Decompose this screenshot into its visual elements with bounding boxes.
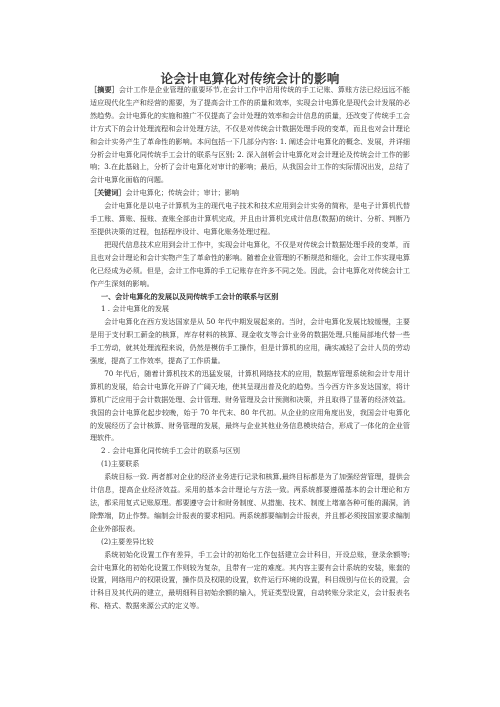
subsection-1-paragraph-2: 70 年代后，随着计算机技术的迅猛发展，计算机网络技术的应用，数据库管理系统和会计专用计算机的发展，给会计电算化开辟了广阔天地，使其呈现出普及化的趋势。当今西方许多发达国家，将计算机广泛应用于会计数据处理、会计管理、财务管理及会计预测和决策，并且取得了显著的经济效益。我国的会计电算化起步较晚，始于 70 年代末、80 年代初。从企业的应用角度出发，我国会计电算化的发展经历了会计核算、财务管理的发展，最终与企业其他业务信息模块结合，形成了一体化的企业管理软件。 bbox=[90, 368, 410, 443]
keywords-text: 会计电算化；传统会计；审计；影响 bbox=[125, 188, 239, 198]
subsection-2b-paragraph: 系统初始化设置工作有差异，手工会计的初始化工作包括建立会计科目，开设总账，登录余额等; 会计电算化的初始化设置工作则较为复杂，且带有一定的难度。其内容主要有会计系统的安装，账套的设置，网络用户的权限设置，操作员及权限的设置，软件运行环境的设置，科目级别与位长的设置，会计科目及其代码的建立，最明细科目初始余额的输入，凭证类型设置，自动转账分录定义，会计报表名称、格式、数据来源公式的定义等。 bbox=[90, 549, 410, 611]
abstract-label: ［摘要］ bbox=[90, 85, 119, 94]
paper-title: 论会计电算化对传统会计的影响 bbox=[160, 71, 340, 86]
subsection-2a-paragraph: 系统目标一致. 两者都对企业的经济业务进行记录和核算,最终目标都是为了加强经营管理，提供会计信息，提高企业经济效益。采用的基本会计理论与方法一致。两系统都要遵循基本的会计理论和方法，都采用复式记账原理。都要遵守会计和财务制度、从措施、技术、制度上堵塞各种可能的漏洞，消除弊端，防止作弊。编制会计报表的要求相同。两系统都要编制会计报表，并且都必须按国家要求编制企业外部报表。 bbox=[90, 472, 410, 533]
subsection-1-paragraph-1: 会计电算化在西方发达国家是从 50 年代中期发展起来的。当时，会计电算化发展比较缓慢，主要是用于支付职工薪金的核算，库存材料的核算、现金收支等会计业务的数据处理,只能局部地代替一些手工劳动，就其处理流程来说，仍然是模仿手工操作，但是计算机的应用，确实减轻了会计人员的劳动强度，提高了工作效率，提高了工作质量。 bbox=[90, 317, 410, 366]
abstract-text: 会计工作是企业管理的重要环节,在会计工作中沿用传统的手工记账、算账方法已经远远不能适应现代化生产和经营的需要，为了提高会计工作的质量和效率，实现会计电算化是现代会计发展的必然趋势。会计电算化的实施和推广不仅提高了会计处理的效率和会计信息的质量，还改变了传统手工会计方式下的会计处理流程和会计处理方法，不仅是对传统会计数据处理手段的变革，而且也对会计理论和会计实务产生了革命性的影响。本问包括一下几部分内容: 1. 阐述会计电算化的概念、发展，并详细分析会计电算化同传统手工会计的联系与区别; 2. 深入剖析会计电算化对会计理论及传统会计工作的影响；3.在此基础上，分析了会计电算化对审计的影响；最后，从我国会计工作的实际情况出发，总结了会计电算化面临的问题。 bbox=[90, 85, 410, 185]
section-1-heading: 一、会计电算化的发展以及同传统手工会计的联系与区别 bbox=[101, 291, 279, 301]
keywords bbox=[90, 187, 410, 200]
intro-paragraph-2: 把现代信息技术应用到会计工作中，实现会计电算化，不仅是对传统会计数据处理手段的变革，而且也对会计理论和会计实物产生了革命性的影响。随着企业管理的不断规范和细化，会计工作实现电算化已经成为必须。但是，会计工作电算的手工记账存在许多不同之处。因此，会计电算化对传统会计工作产生深刻的影响。 bbox=[90, 239, 410, 288]
keywords-label: ［关键词］ bbox=[90, 188, 126, 198]
subsection-1-heading: 1 . 会计电算化的发展 bbox=[101, 304, 170, 314]
abstract bbox=[90, 84, 410, 187]
subsection-2a-heading: (1)主要联系 bbox=[101, 459, 140, 469]
subsection-2-heading: 2 . 会计电算化同传统手工会计的联系与区别 bbox=[101, 446, 240, 456]
paper-body bbox=[90, 84, 410, 613]
intro-paragraph-1: 会计电算化是以电子计算机为主的现代电子技术和技术应用到会计实务的简称，是电子计算机代替手工账、算账、报账、查账全部由计算机完成，并且由计算机完成计信息(数据)的统计、分析、判断乃至提供决策的过程，包括程序设计、电算化账务处理过程。 bbox=[90, 201, 410, 236]
subsection-2b-heading: (2)主要差异比较 bbox=[101, 536, 154, 546]
